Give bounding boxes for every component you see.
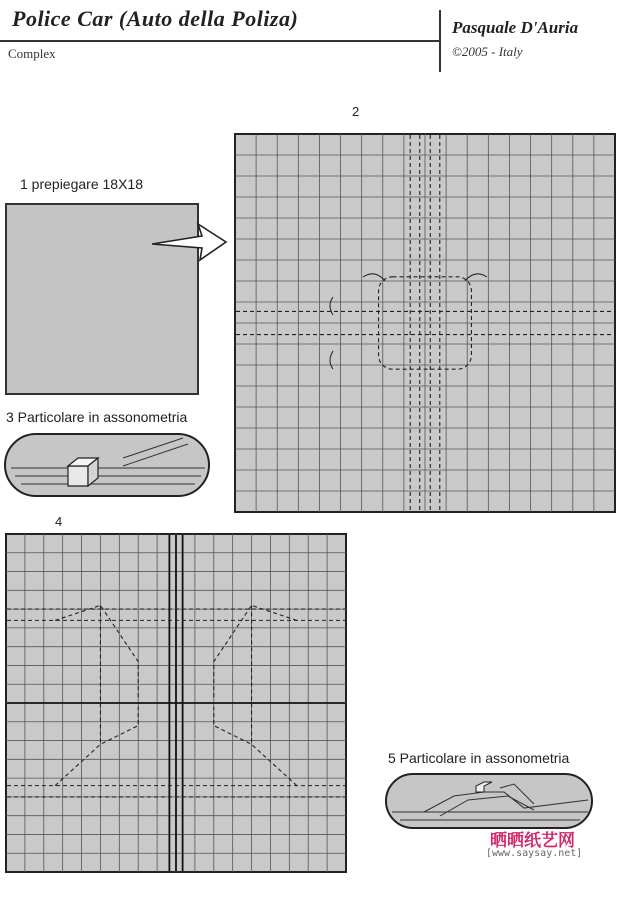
step5-axonometric-detail bbox=[384, 770, 596, 832]
header-vertical-divider bbox=[439, 10, 441, 72]
step1-label: 1 prepiegare 18X18 bbox=[20, 176, 143, 192]
right-arrow-icon bbox=[150, 220, 230, 265]
watermark-site-name: 晒晒纸艺网 bbox=[490, 831, 575, 851]
watermark-url[interactable]: [www.saysay.net] bbox=[486, 848, 583, 859]
copyright-text: ©2005 - Italy bbox=[452, 44, 523, 59]
header-divider bbox=[0, 40, 440, 42]
step2-crease-grid bbox=[234, 133, 616, 513]
step5-label: 5 Particolare in assonometria bbox=[388, 750, 570, 766]
step2-number: 2 bbox=[352, 104, 360, 119]
difficulty-label: Complex bbox=[8, 46, 56, 61]
step4-number: 4 bbox=[55, 514, 63, 529]
author-name: Pasquale D'Auria bbox=[452, 18, 579, 37]
step4-crease-grid bbox=[5, 533, 347, 873]
step3-axonometric-detail bbox=[3, 430, 213, 500]
step3-label: 3 Particolare in assonometria bbox=[6, 409, 188, 425]
page-title: Police Car (Auto della Poliza) bbox=[12, 6, 299, 31]
